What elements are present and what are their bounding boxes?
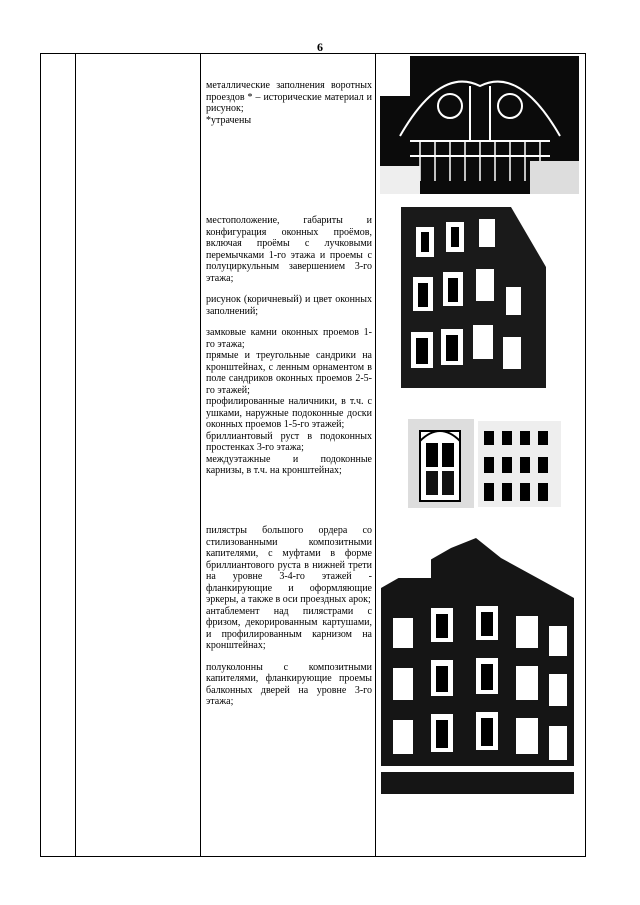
- paragraph: замковые камни оконных проемов 1-го этажа;: [206, 327, 372, 350]
- paragraph: полуколонны с композитными капителями, фланкирующие проемы балконных дверей на уровне 3-го этажа;: [206, 661, 372, 707]
- facade-pilasters-photo: [381, 538, 574, 794]
- paragraph: антаблемент над пилястрами с фризом, декорированным картушами, и профилированным карнизом на кронштейнах;: [206, 605, 372, 651]
- page-number: 6: [317, 40, 323, 54]
- section-gate-fill: [206, 80, 372, 126]
- paragraph: металлические заполнения воротных проездов * – исторические материал и рисунок;: [206, 80, 372, 114]
- paragraph: *утрачены: [206, 114, 252, 126]
- facade-windows-photo: [401, 207, 546, 388]
- paragraph: междуэтажные и подоконные карнизы, в т.ч. на кронштейнах;: [206, 453, 372, 476]
- column-divider: [200, 54, 201, 856]
- paragraph: прямые и треугольные сандрики на кронштейнах, с ленным орнаментом в поле сандриков оконных проемов 2-5-го этажей;: [206, 350, 372, 396]
- section-pilasters: [206, 525, 372, 708]
- gate-grille-photo: [380, 56, 579, 194]
- paragraph: местоположение, габариты и конфигурация оконных проёмов, включая проёмы с лучковыми перемычками 1-го этажа и проемы с полуциркульным завершением 3-го этажа;: [206, 215, 372, 284]
- section-windows: [206, 215, 372, 477]
- paragraph: профилированные наличники, в т.ч. с ушками, наружные подоконные доски оконных проемов 1-5-го этажей;: [206, 396, 372, 430]
- paragraph: бриллиантовый руст в подоконных простенках 3-го этажа;: [206, 430, 372, 453]
- column-divider: [375, 54, 376, 856]
- paragraph: пилястры большого ордера со стилизованными композитными капителями, с муфтами в форме бриллиантового руста в нижней трети на уровне 3-4-го этажей - фланкирующие и оформляющие эркеры, а также в оси проездных арок;: [206, 525, 372, 605]
- document-table: [40, 53, 586, 857]
- column-divider: [75, 54, 76, 856]
- paragraph: рисунок (коричневый) и цвет оконных заполнений;: [206, 294, 372, 317]
- window-detail-photo: [406, 417, 563, 510]
